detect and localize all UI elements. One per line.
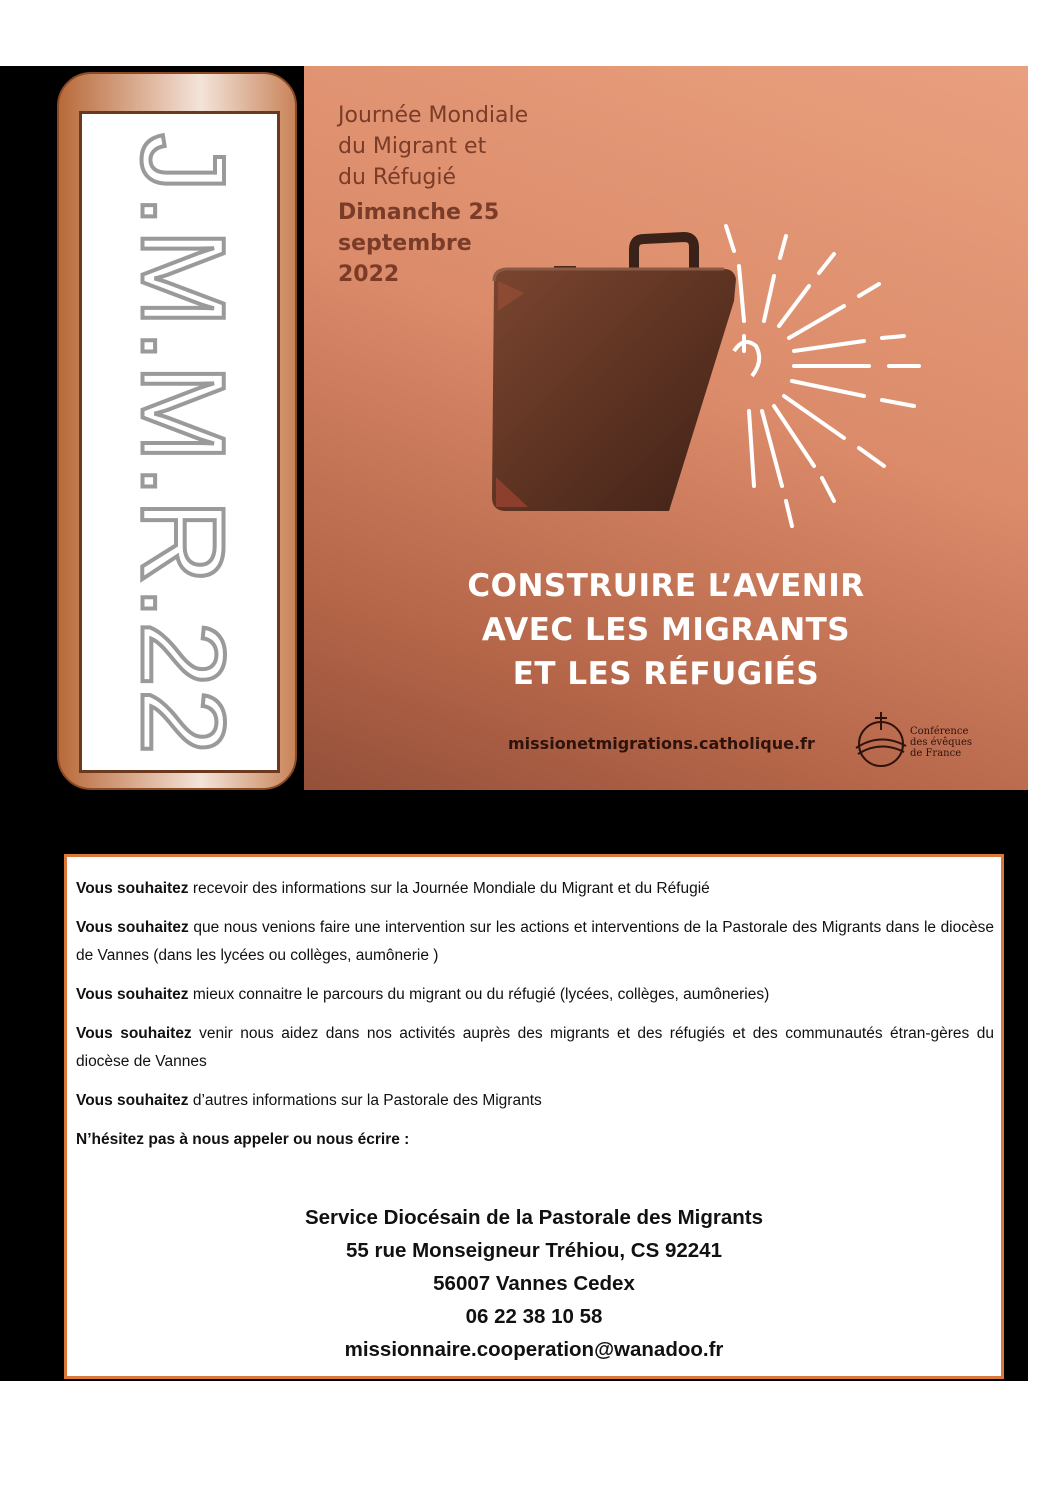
phone-number[interactable]: 06 22 38 10 58 <box>465 1305 603 1328</box>
light-rays-graphic <box>704 156 944 536</box>
title-tab <box>79 111 280 773</box>
slogan-line: CONSTRUIRE L’AVENIR <box>467 568 865 604</box>
logo-text-line: des évêques <box>910 737 973 748</box>
info-item: Vous souhaitez d’autres informations sur la Pastorale des Migrants <box>76 1092 542 1109</box>
info-box <box>64 854 1004 1379</box>
event-acronym: J.M.M.R.22 <box>116 133 249 757</box>
info-item: Vous souhaitez mieux connaitre le parcours du migrant ou du réfugié (lycées, collèges, aumôneries) <box>76 986 770 1003</box>
heading-line: du Réfugié <box>338 165 457 190</box>
slogan-line: ET LES RÉFUGIÉS <box>512 656 820 692</box>
info-list <box>76 875 994 1165</box>
date-line: 2022 <box>338 262 400 287</box>
vertical-title <box>82 114 283 776</box>
bishops-conference-logo <box>850 710 912 772</box>
heading-line: Journée Mondiale <box>338 103 529 128</box>
event-poster <box>304 66 1028 790</box>
info-item: Vous souhaitez venir nous aidez dans nos activités auprès des migrants et des réfugiés et des communautés étran-gères du diocèse de Vannes <box>76 1025 994 1070</box>
date-line: septembre <box>338 231 472 256</box>
bishops-conference-name <box>910 726 972 759</box>
logo-text-line: de France <box>910 748 962 759</box>
logo-text-line: Conférence <box>910 726 969 737</box>
contact-block <box>67 1201 1001 1366</box>
date-line: Dimanche 25 <box>338 200 500 225</box>
heading-line: du Migrant et <box>338 134 487 159</box>
email-address[interactable]: missionnaire.cooperation@wanadoo.fr <box>344 1338 724 1361</box>
info-item: Vous souhaitez que nous venions faire une intervention sur les actions et interventions de la Pastorale des Migrants dans le diocèse de Vannes (dans les lycées ou collèges, aumônerie ) <box>76 919 994 964</box>
street-address: 55 rue Monseigneur Tréhiou, CS 92241 <box>346 1239 722 1262</box>
slogan-line: AVEC LES MIGRANTS <box>481 612 851 648</box>
call-to-action: N’hésitez pas à nous appeler ou nous écrire : <box>76 1131 410 1148</box>
city-address: 56007 Vannes Cedex <box>433 1272 635 1295</box>
info-item: Vous souhaitez recevoir des informations sur la Journée Mondiale du Migrant et du Réfugié <box>76 880 710 897</box>
website-link[interactable]: missionetmigrations.catholique.fr <box>508 734 815 753</box>
organization-name: Service Diocésain de la Pastorale des Migrants <box>304 1206 764 1229</box>
poster-slogan <box>304 564 1028 696</box>
